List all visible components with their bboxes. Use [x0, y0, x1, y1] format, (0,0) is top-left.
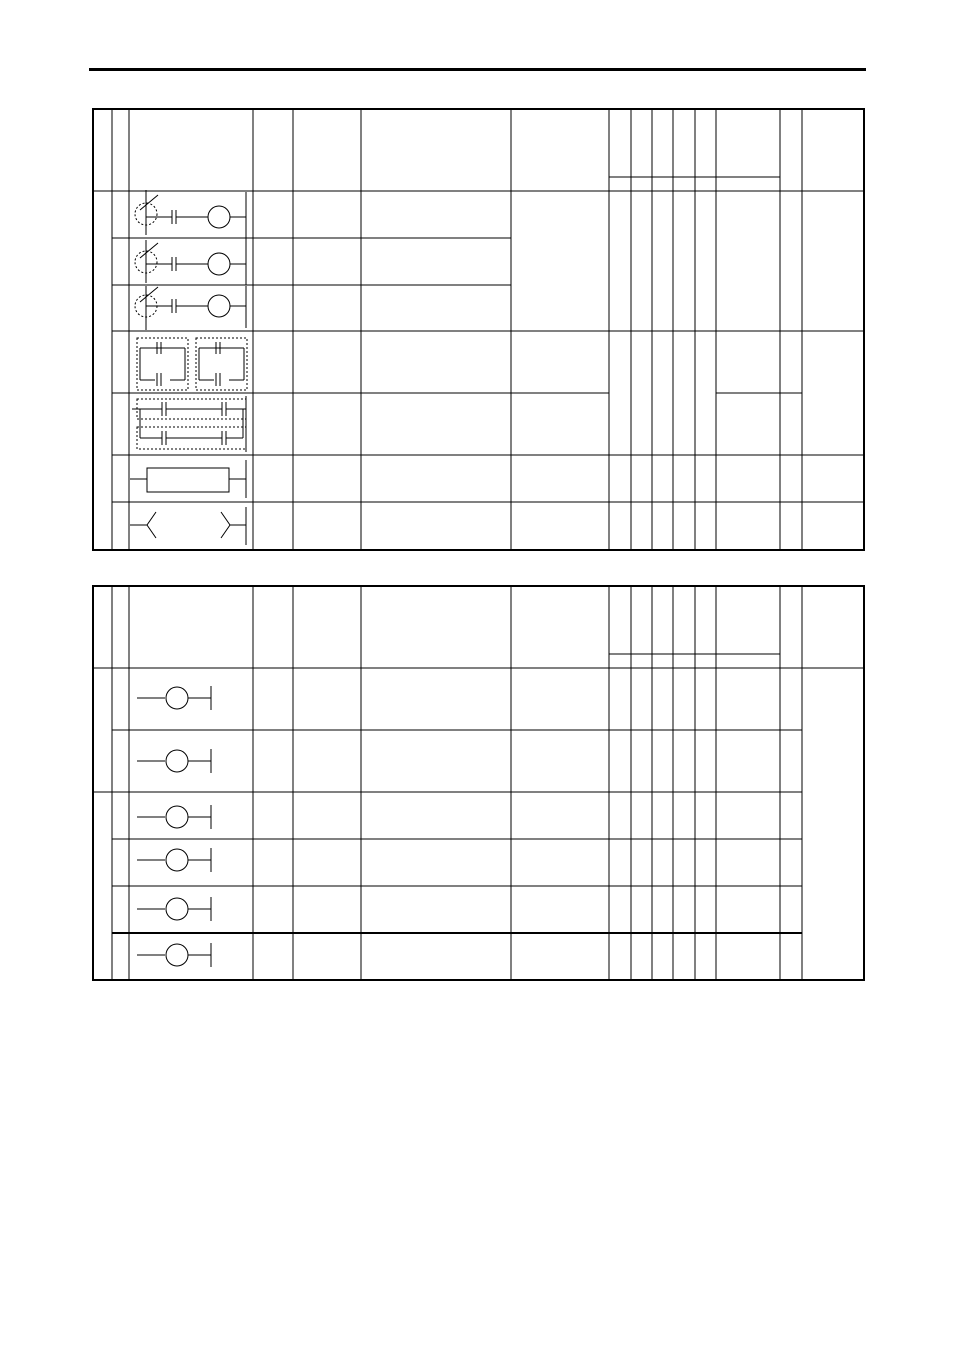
table-1-grid [93, 109, 864, 550]
symbol-series-blocks [132, 396, 246, 452]
symbol-coil [137, 848, 211, 872]
instruction-table-1 [92, 108, 865, 551]
symbol-coil [137, 897, 211, 921]
symbol-contact-coil [135, 238, 246, 285]
symbol-coil [137, 686, 211, 710]
symbol-bracket-box [130, 507, 246, 545]
symbol-parallel-blocks [137, 338, 247, 390]
header-rule [89, 68, 866, 71]
symbol-contact-coil [135, 286, 246, 330]
symbol-coil [137, 805, 211, 829]
table-2-grid [93, 586, 864, 980]
symbol-function-box [130, 460, 246, 498]
symbol-contact-coil [135, 190, 246, 238]
symbol-coil [137, 943, 211, 967]
symbol-coil [137, 749, 211, 773]
instruction-table-2 [92, 585, 865, 981]
